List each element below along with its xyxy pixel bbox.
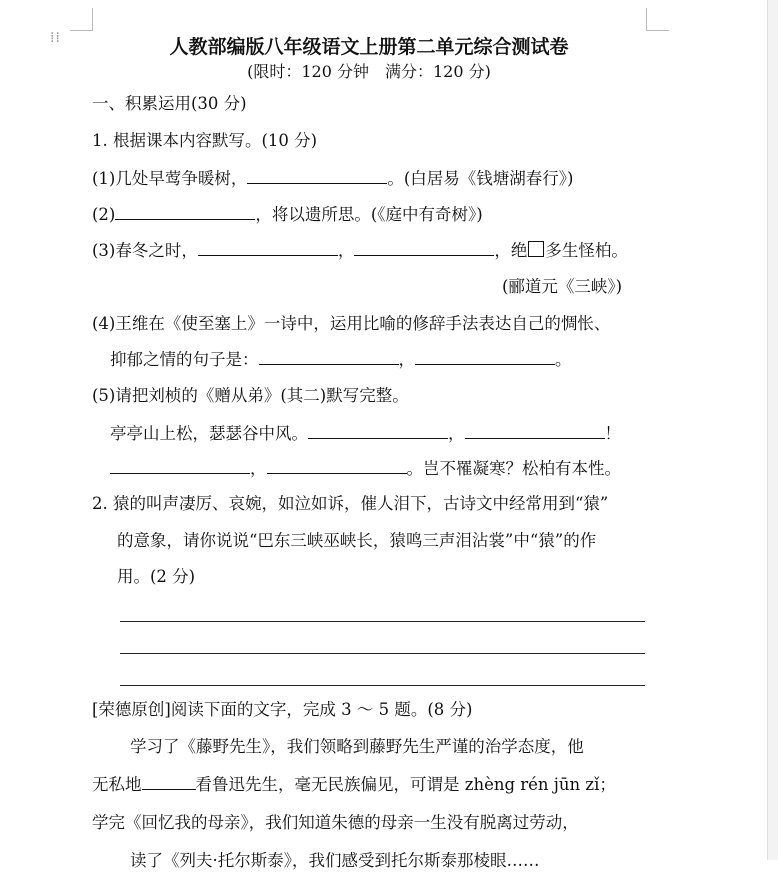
page-scroll-edge [767, 0, 778, 860]
poem-line-2 [110, 457, 621, 480]
reading-text-line-3: 学完《回忆我的母亲》，我们知道朱德的母亲一生没有脱离过劳动， [92, 813, 579, 832]
reading-text-line-2 [92, 773, 616, 796]
answer-blank[interactable] [198, 239, 338, 256]
text-segment: ， [398, 350, 415, 369]
answer-blank[interactable] [465, 422, 605, 439]
text-segment: 抑郁之情的句子是： [110, 350, 259, 369]
text-segment: 。岂不罹凝寒？松柏有本性。 [406, 459, 621, 478]
answer-blank[interactable] [247, 167, 387, 184]
text-segment: 亭亭山上松，瑟瑟谷中风。 [110, 424, 308, 443]
drag-handle-icon[interactable]: ⁞⁞ [50, 30, 61, 46]
page-title: 人教部编版八年级语文上册第二单元综合测试卷 [169, 36, 569, 58]
text-segment: ，绝 [494, 241, 528, 260]
text-segment: ， [337, 241, 355, 260]
text-segment: (2) [92, 205, 116, 224]
answer-blank[interactable] [267, 457, 407, 474]
text-segment: (1)几处早莺争暖树， [92, 169, 248, 188]
page-corner-mark-left [70, 8, 93, 31]
question-1-part-4-line-1: (4)王维在《使至塞上》一诗中，运用比喻的修辞手法表达自己的惆怅、 [92, 314, 611, 333]
page-corner-mark-right [646, 8, 669, 31]
reading-intro: [荣德原创]阅读下面的文字，完成 3 ～ 5 题。(8 分) [92, 700, 473, 719]
question-1-part-3-source: (郦道元《三峡》) [502, 277, 623, 296]
question-1-part-5: (5)请把刘桢的《赠从弟》(其二)默写完整。 [92, 386, 409, 405]
answer-line[interactable] [120, 621, 645, 622]
question-1-part-4-line-2 [110, 348, 572, 371]
text-segment: 。 [555, 350, 572, 369]
answer-blank[interactable] [415, 348, 555, 365]
missing-character-box[interactable] [528, 241, 544, 257]
section-heading: 一、积累运用(30 分) [92, 94, 247, 113]
answer-line[interactable] [120, 685, 645, 686]
text-segment: ！ [604, 424, 621, 443]
question-1-part-2 [92, 203, 483, 226]
question-2-line-2: 的意象，请你说说“巴东三峡巫峡长，猿鸣三声泪沾裳”中“猿”的作 [117, 531, 597, 550]
answer-blank[interactable] [259, 348, 399, 365]
text-segment: ， [250, 459, 267, 478]
question-2-line-1: 2. 猿的叫声凄厉、哀婉，如泣如诉，催人泪下，古诗文中经常用到“猿” [92, 494, 609, 513]
question-1-part-1 [92, 167, 574, 190]
answer-blank[interactable] [115, 203, 255, 220]
answer-blank[interactable] [308, 422, 448, 439]
text-segment: (3)春冬之时， [92, 241, 198, 260]
text-segment: ， [448, 424, 465, 443]
question-1-stem: 1. 根据课本内容默写。(10 分) [92, 131, 318, 150]
poem-line-1 [110, 422, 621, 445]
answer-blank[interactable] [354, 239, 494, 256]
text-segment: 无私地 [92, 775, 142, 794]
question-2-line-3: 用。(2 分) [117, 567, 196, 586]
answer-blank[interactable] [110, 457, 250, 474]
text-segment: ，将以遗所思。(《庭中有奇树》) [255, 205, 483, 224]
text-segment: 。(白居易《钱塘湖春行》) [387, 169, 574, 188]
answer-line[interactable] [120, 653, 645, 654]
text-segment: 看鲁迅先生，毫无民族偏见，可谓是 zhèng rén jūn zǐ； [195, 775, 616, 794]
answer-blank[interactable] [142, 773, 196, 790]
question-1-part-3 [92, 239, 628, 262]
text-segment: 多生怪柏。 [545, 241, 628, 260]
reading-text-line-4: 读了《列夫·托尔斯泰》，我们感受到托尔斯泰那棱眼…… [130, 851, 540, 870]
page-subtitle: (限时：120 分钟 满分：120 分) [247, 62, 491, 81]
reading-text-line-1: 学习了《藤野先生》，我们领略到藤野先生严谨的治学态度，他 [130, 737, 584, 756]
